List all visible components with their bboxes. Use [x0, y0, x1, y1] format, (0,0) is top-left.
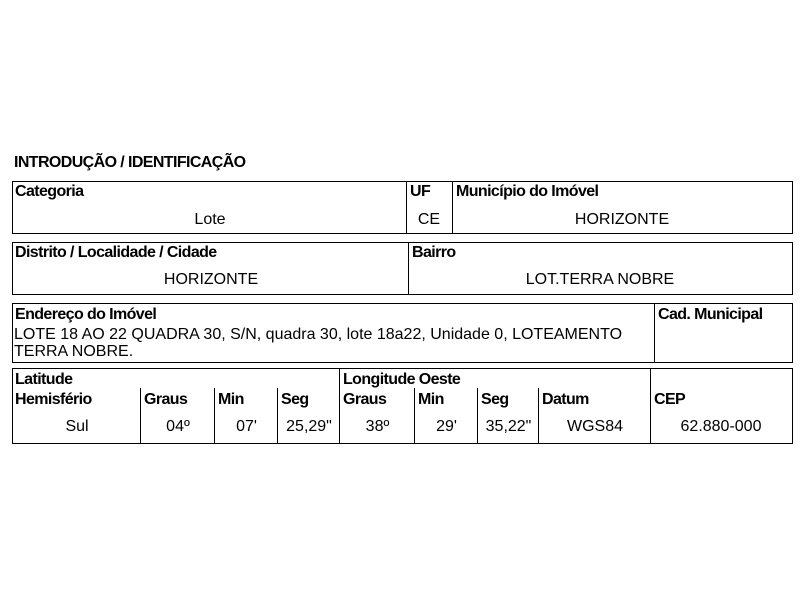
lon-graus-value: 38º — [365, 418, 390, 435]
lat-graus-value: 04º — [166, 418, 190, 435]
row2-top-border — [12, 242, 793, 243]
cep-label: CEP — [654, 391, 686, 408]
row3-divider-cad — [654, 303, 655, 363]
lon-min-label: Min — [418, 391, 444, 408]
row2-right-border — [792, 242, 793, 295]
lon-seg-value: 35,22" — [485, 418, 532, 435]
lon-min-value: 29' — [436, 418, 457, 435]
lat-seg-value: 25,29" — [286, 418, 332, 435]
bairro-label: Bairro — [412, 244, 456, 261]
categoria-label: Categoria — [15, 183, 84, 200]
distrito-label: Distrito / Localidade / Cidade — [15, 244, 217, 261]
row4-top-border — [12, 368, 793, 369]
row1-bottom-border — [12, 233, 793, 234]
cad-municipal-label: Cad. Municipal — [658, 306, 763, 323]
row1-right-border — [792, 181, 793, 234]
endereco-value: LOTE 18 AO 22 QUADRA 30, S/N, quadra 30, lote 18a22, Unidade 0, LOTEAMENTO TERRA NOBRE. — [14, 326, 623, 360]
bairro-value: LOT.TERRA NOBRE — [525, 271, 675, 288]
latitude-label: Latitude — [15, 371, 73, 388]
row3-top-border — [12, 303, 793, 304]
row2-bottom-border — [12, 294, 793, 295]
datum-value: WGS84 — [566, 418, 623, 435]
lat-min-value: 07' — [236, 418, 257, 435]
longitude-label: Longitude Oeste — [343, 371, 461, 388]
distrito-value: HORIZONTE — [163, 271, 259, 288]
row4-right-border — [792, 368, 793, 444]
section-title: INTRODUÇÃO / IDENTIFICAÇÃO — [14, 154, 246, 171]
datum-label: Datum — [542, 391, 589, 408]
categoria-value: Lote — [194, 211, 226, 228]
municipio-label: Município do Imóvel — [456, 183, 599, 200]
uf-label: UF — [410, 183, 431, 200]
lat-graus-label: Graus — [144, 391, 188, 408]
endereco-label: Endereço do Imóvel — [15, 306, 157, 323]
row1-top-border — [12, 181, 793, 182]
lon-seg-label: Seg — [481, 391, 509, 408]
row3-left-border — [12, 303, 13, 363]
lon-graus-label: Graus — [343, 391, 387, 408]
row3-bottom-border — [12, 362, 793, 363]
lat-seg-label: Seg — [281, 391, 309, 408]
uf-value: CE — [417, 211, 441, 228]
row4-bottom-border — [12, 443, 793, 444]
lat-min-label: Min — [218, 391, 244, 408]
municipio-value: HORIZONTE — [574, 211, 670, 228]
cep-value: 62.880-000 — [680, 418, 762, 435]
hemisferio-label: Hemisfério — [15, 391, 92, 408]
hemisferio-value: Sul — [65, 418, 89, 435]
row3-right-border — [792, 303, 793, 363]
